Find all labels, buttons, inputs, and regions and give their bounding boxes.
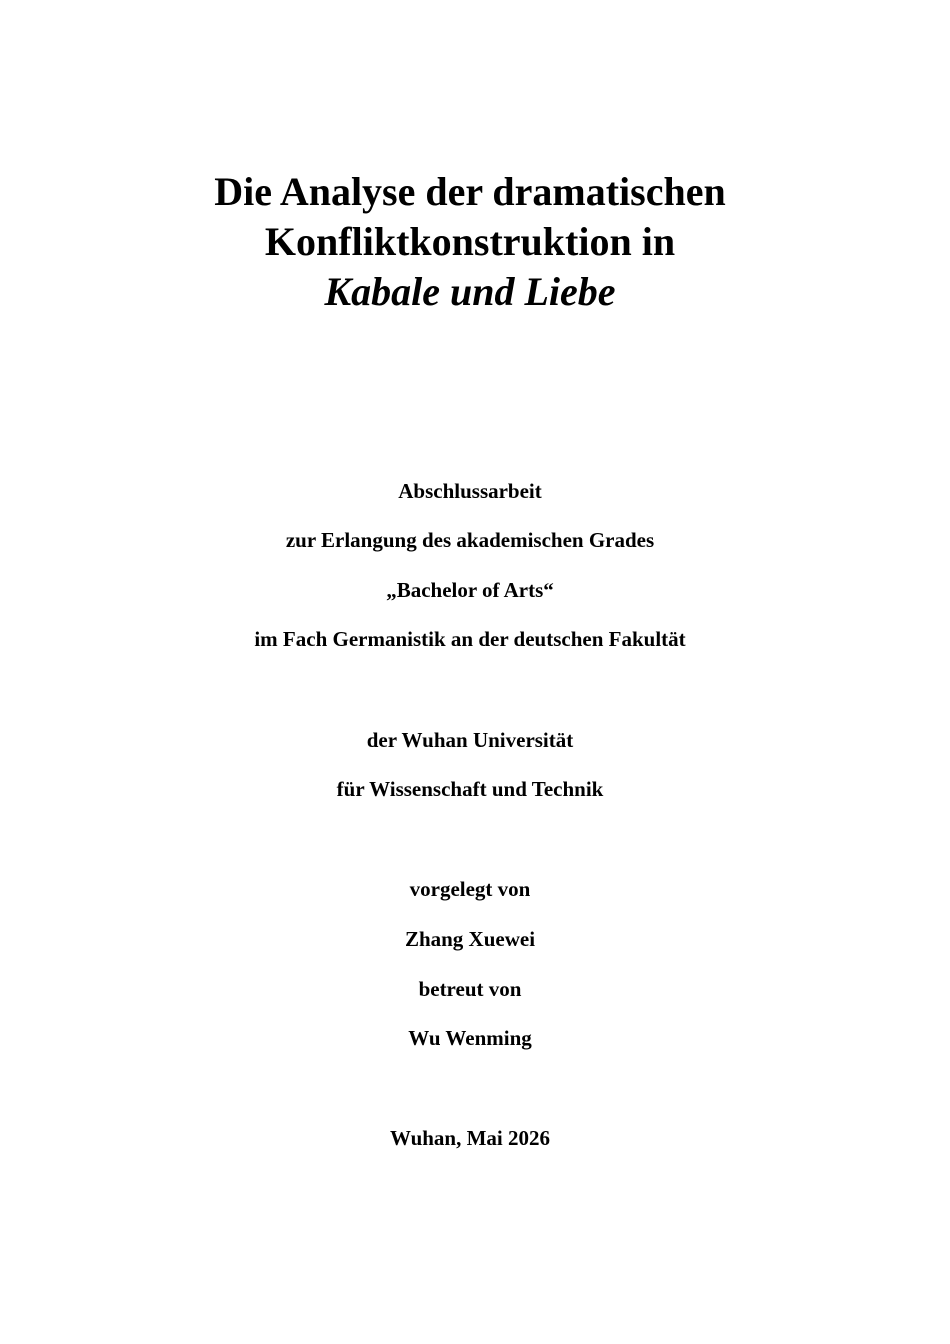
- author-name: Zhang Xuewei: [404, 927, 536, 951]
- university-name-line-2: für Wissenschaft und Technik: [336, 777, 604, 801]
- supervised-by-label: betreut von: [418, 977, 522, 1001]
- subject-faculty: im Fach Germanistik an der deutschen Fakultät: [254, 627, 686, 651]
- thesis-title-line-1: Die Analyse der dramatischen: [214, 169, 726, 214]
- thesis-title-line-2: Konfliktkonstruktion in: [264, 219, 676, 264]
- place-and-date: Wuhan, Mai 2026: [389, 1126, 551, 1150]
- thesis-title-work-name: Kabale und Liebe: [324, 269, 616, 314]
- degree-name: „Bachelor of Arts“: [386, 578, 554, 602]
- supervisor-name: Wu Wenming: [408, 1026, 532, 1050]
- submitted-by-label: vorgelegt von: [409, 877, 531, 901]
- thesis-type: Abschlussarbeit: [398, 479, 542, 503]
- university-name-line-1: der Wuhan Universität: [366, 728, 574, 752]
- thesis-purpose: zur Erlangung des akademischen Grades: [285, 528, 655, 552]
